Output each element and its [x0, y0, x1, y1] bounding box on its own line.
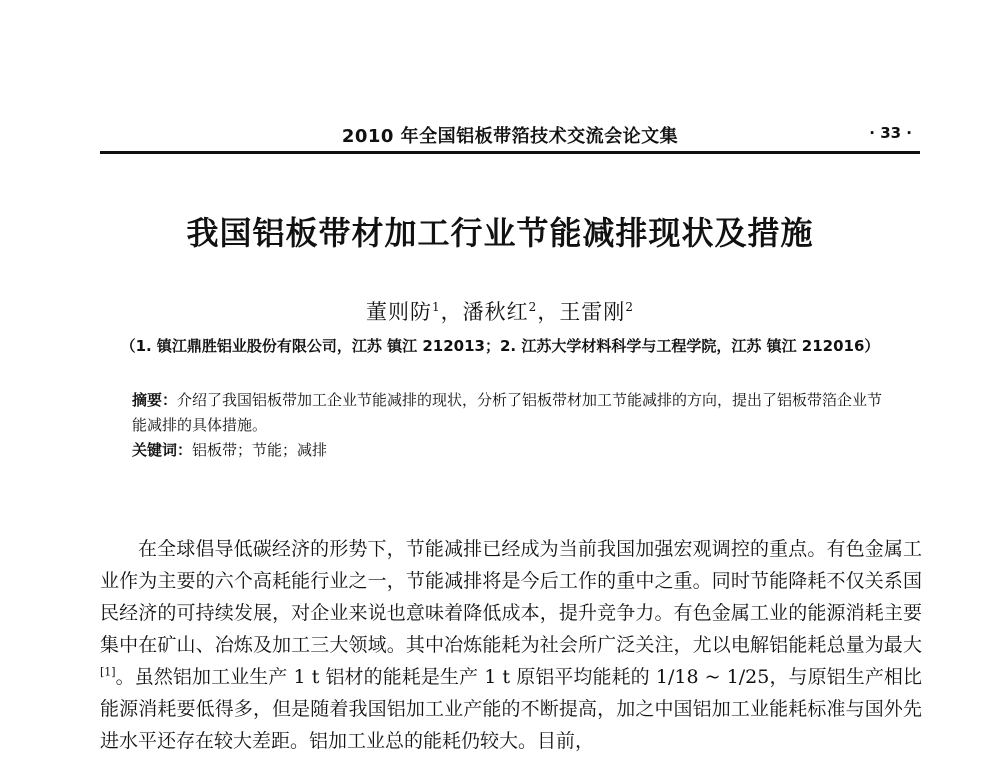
body-paragraph	[100, 533, 922, 757]
citation-ref: [1]	[100, 665, 116, 679]
abstract-block	[132, 388, 892, 463]
header-divider	[100, 151, 920, 154]
abstract-label: 摘要：	[132, 391, 178, 409]
author-affiliation-mark: 2	[625, 300, 634, 314]
keywords	[132, 438, 892, 463]
abstract	[132, 388, 892, 438]
keywords-label: 关键词：	[132, 441, 193, 459]
author-name: 王雷刚	[559, 300, 626, 324]
author-list	[300, 296, 700, 326]
affiliations: （1. 镇江鼎胜铝业股份有限公司，江苏 镇江 212013；2. 江苏大学材料科学与工程学院，江苏 镇江 212016）	[120, 337, 880, 355]
body-text-part2: 。虽然铝加工业生产 1 t 铝材的能耗是生产 1 t 原铝平均能耗的 1/18 ~ 1/25，与原铝生产相比能源消耗要低得多，但是随着我国铝加工业产能的不断提高，加之中国铝加工业能耗标准与国外先进水平还存在较大差距。铝加工业总的能耗仍较大。目前，	[100, 666, 922, 752]
author-affiliation-mark: 2	[528, 300, 538, 314]
author-name: 潘秋红	[462, 300, 529, 324]
author-separator: ，	[537, 300, 560, 324]
author-name: 董则防	[366, 300, 433, 324]
running-header	[100, 118, 920, 148]
author-affiliation-mark: 1	[432, 300, 441, 314]
body-text-part1: 在全球倡导低碳经济的形势下，节能减排已经成为当前我国加强宏观调控的重点。有色金属工业作为主要的六个高耗能行业之一，节能减排将是今后工作的重中之重。同时节能降耗不仅关系国民经济的可持续发展，对企业来说也意味着降低成本，提升竞争力。有色金属工业的能源消耗主要集中在矿山、冶炼及加工三大领域。其中冶炼能耗为社会所广泛关注，尤以电解铝能耗总量为最大	[100, 538, 922, 656]
page-number: · 33 ·	[869, 124, 912, 142]
author-separator: ，	[440, 300, 463, 324]
keywords-text: 铝板带；节能；减排	[192, 441, 328, 459]
paper-title: 我国铝板带材加工行业节能减排现状及措施	[186, 214, 814, 252]
abstract-text: 介绍了我国铝板带加工企业节能减排的现状，分析了铝板带材加工节能减排的方向，提出了铝板带箔企业节能减排的具体措施。	[132, 391, 883, 434]
proceedings-title: 2010 年全国铝板带箔技术交流会论文集	[341, 126, 679, 147]
